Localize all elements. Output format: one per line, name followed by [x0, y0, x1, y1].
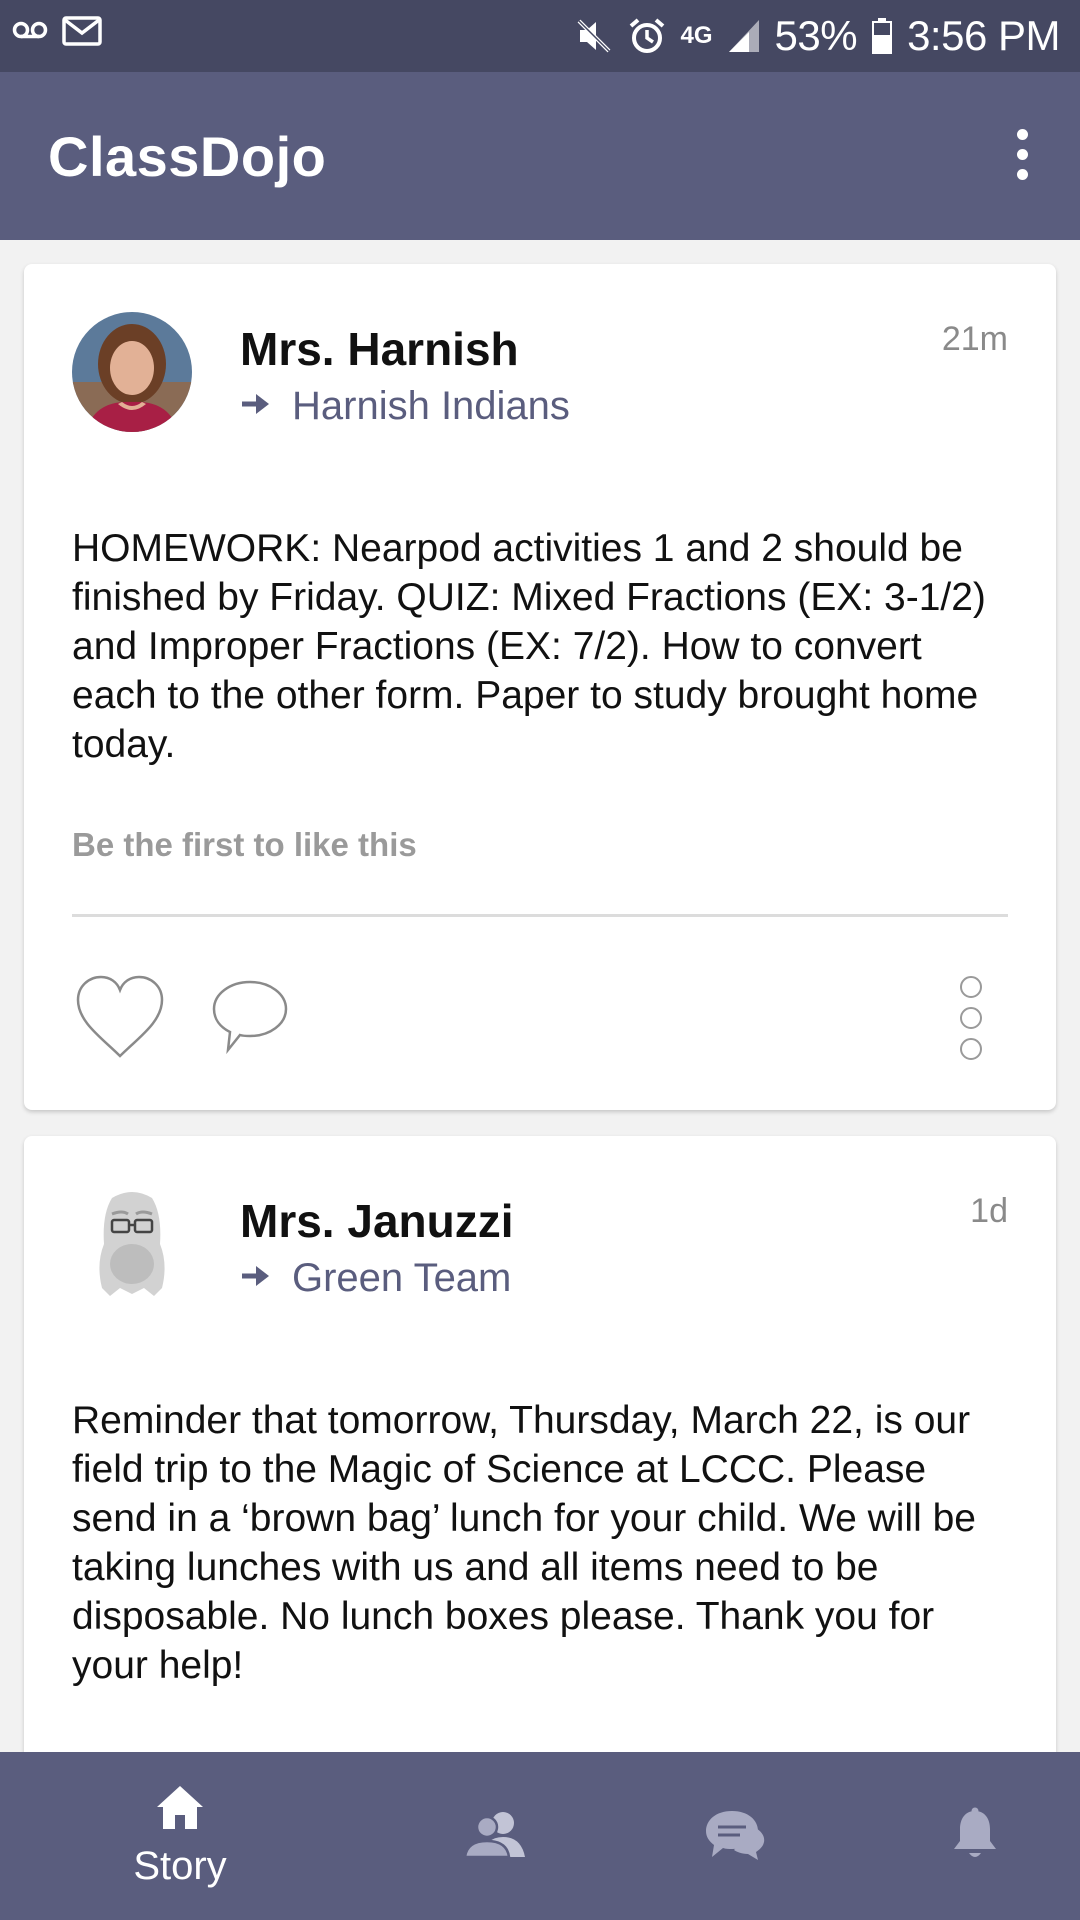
comment-icon[interactable] — [208, 976, 292, 1056]
overflow-menu-icon[interactable] — [990, 122, 1054, 186]
nav-messages[interactable] — [655, 1752, 815, 1920]
likes-summary: Be the first to like this — [72, 826, 417, 863]
battery-icon — [871, 17, 893, 55]
post-options-icon[interactable] — [958, 976, 984, 1060]
status-right-icons — [575, 0, 1061, 72]
divider — [72, 914, 1008, 917]
author-name[interactable]: Mrs. Januzzi — [240, 1195, 514, 1247]
status-left-icons — [12, 14, 102, 46]
clock: 3:56 PM — [907, 12, 1060, 59]
network-icon: 4G — [680, 22, 713, 49]
status-bar — [0, 0, 1080, 72]
class-link[interactable] — [240, 1256, 511, 1301]
app-bar — [0, 72, 1080, 240]
post-timestamp: 1d — [970, 1192, 1008, 1230]
mute-icon — [575, 17, 613, 55]
nav-classes[interactable] — [415, 1752, 575, 1920]
class-name: Harnish Indians — [292, 384, 570, 428]
email-icon — [62, 14, 102, 46]
classes-icon — [463, 1809, 527, 1864]
nav-notifications[interactable] — [895, 1752, 1055, 1920]
class-link[interactable] — [240, 384, 570, 429]
author-name[interactable]: Mrs. Harnish — [240, 323, 519, 375]
post-timestamp: 21m — [941, 320, 1008, 358]
post-body: Reminder that tomorrow, Thursday, March 22, is our field trip to the Magic of Science at LCCC. Please send in a ‘brown bag’ lunch for your child. We will be taking lunches with us and all items need to be disposable. No lunch boxes please. Thank you for your help! — [72, 1399, 976, 1687]
nav-story-label: Story — [133, 1844, 227, 1888]
app-title: ClassDojo — [48, 125, 327, 188]
class-name: Green Team — [292, 1256, 512, 1300]
post-card — [24, 1136, 1056, 1752]
alarm-icon — [627, 16, 667, 56]
home-icon — [154, 1783, 206, 1836]
story-feed[interactable] — [0, 240, 1080, 1752]
messages-icon — [704, 1807, 766, 1866]
heart-icon[interactable] — [72, 972, 168, 1062]
teacher-avatar[interactable] — [72, 1184, 192, 1304]
teacher-avatar[interactable] — [72, 312, 192, 432]
signal-icon — [727, 18, 761, 54]
voicemail-icon — [12, 20, 48, 40]
arrow-right-icon — [240, 392, 270, 421]
arrow-right-icon — [240, 1264, 270, 1293]
bottom-navigation — [0, 1752, 1080, 1920]
nav-story[interactable] — [100, 1752, 260, 1920]
post-card — [24, 264, 1056, 1110]
post-body: HOMEWORK: Nearpod activities 1 and 2 should be finished by Friday. QUIZ: Mixed Fractions (EX: 3-1/2) and Improper Fractions (EX: 7/2). How to convert each to the other form. Paper to study brought home today. — [72, 527, 986, 766]
notifications-icon — [952, 1807, 998, 1866]
battery-percent: 53% — [774, 12, 858, 59]
